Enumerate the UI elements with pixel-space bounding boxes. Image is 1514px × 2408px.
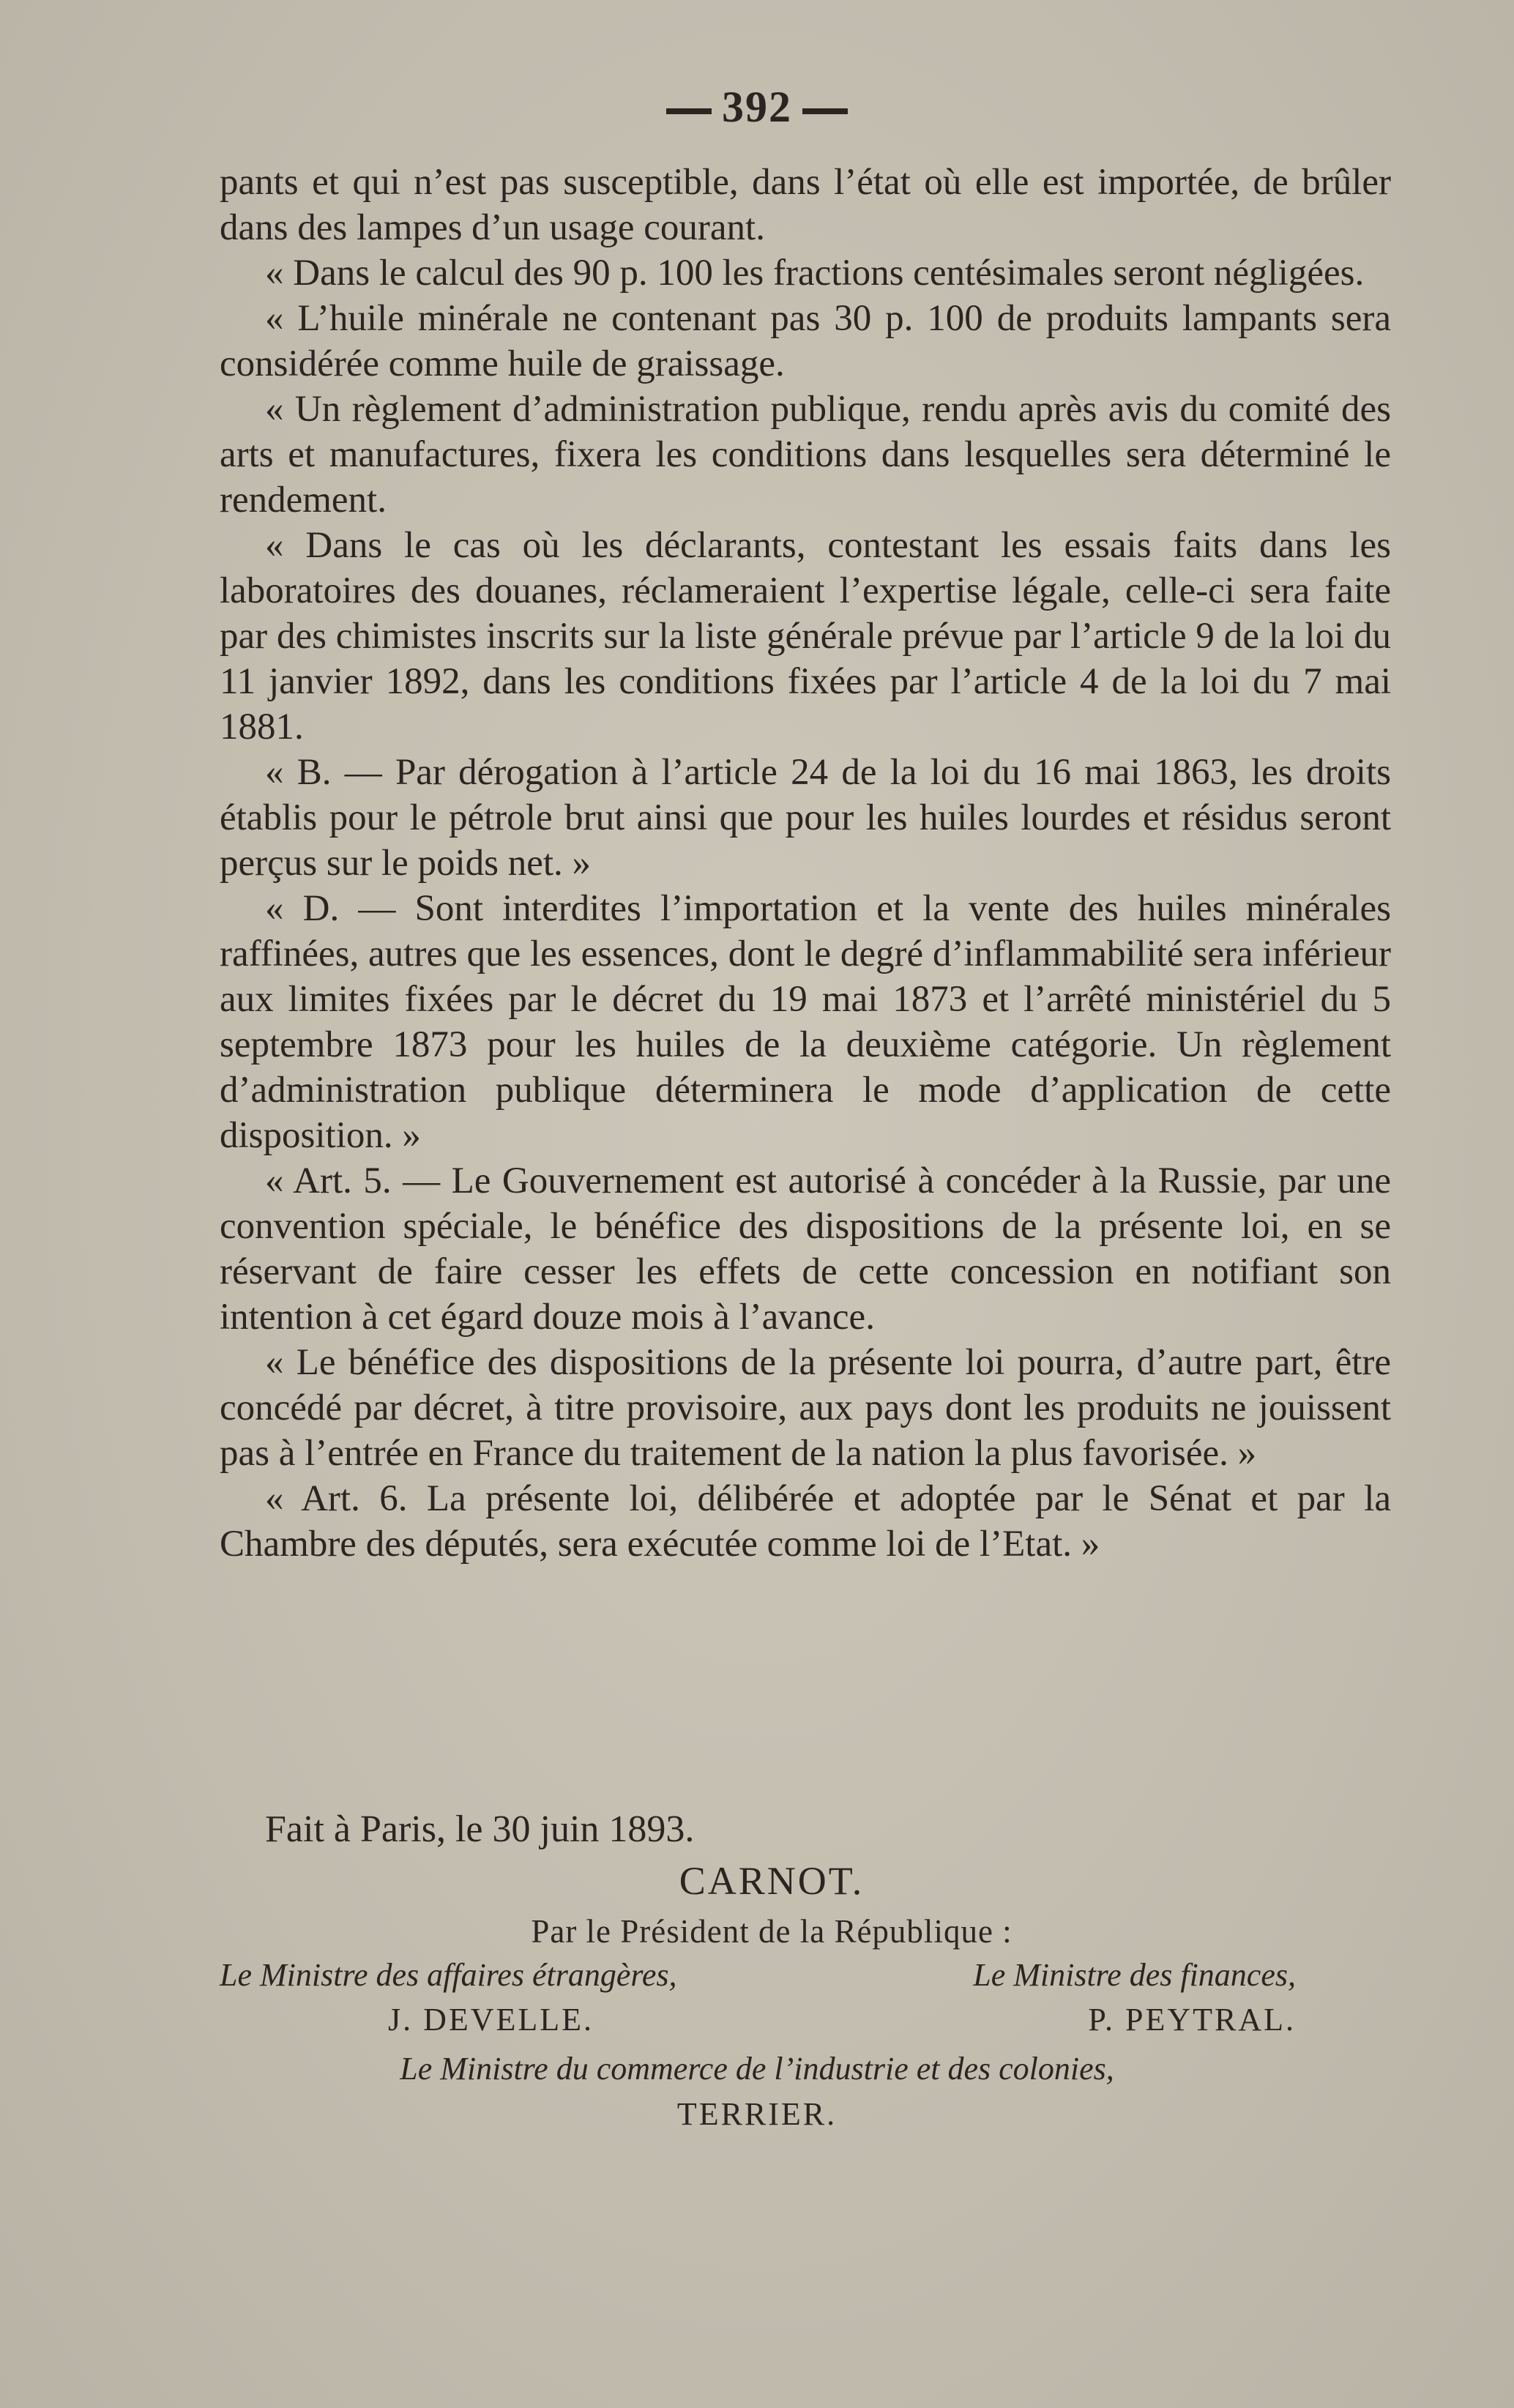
paragraph-benefice: « Le bénéfice des dispositions de la présente loi pourra, d’autre part, être concédé par décret, à titre provisoire, aux pays dont les produits ne jouissent pas à l’entrée en France du traitement de la nation la plus favorisée. » xyxy=(220,1342,1391,1474)
signatory-carnot: CARNOT. xyxy=(679,1859,865,1903)
paragraph-article-b: « B. — Par dérogation à l’article 24 de la loi du 16 mai 1863, les droits établis pour le pétrole brut ainsi que pour les huiles lourdes et résidus seront perçus sur le poids net. » xyxy=(220,752,1391,884)
paragraph-reglement: « Un règlement d’administration publique, rendu après avis du comité des arts et manufactures, fixera les conditions dans lesquelles sera déterminé le rendement. xyxy=(220,389,1391,521)
minister-finance-title: Le Ministre des finances, xyxy=(973,1957,1296,1993)
paragraph-fractions: « Dans le calcul des 90 p. 100 les fractions centésimales seront négligées. xyxy=(265,253,1365,294)
paragraph-continuation: pants et qui n’est pas susceptible, dans l’état où elle est importée, de brûler dans des lampes d’un usage courant. xyxy=(220,162,1391,248)
minister-foreign-name: J. DEVELLE. xyxy=(388,2002,594,2038)
paragraph-article-5: « Art. 5. — Le Gouvernement est autorisé à concéder à la Russie, par une convention spéciale, le bénéfice des dispositions de la présente loi, en se réservant de faire cesser les effets de cette concession en notifiant son intention à cet égard douze mois à l’avance. xyxy=(220,1160,1391,1338)
paragraph-expertise: « Dans le cas où les déclarants, contestant les essais faits dans les laboratoires des douanes, réclameraient l’expertise légale, celle-ci sera faite par des chimistes inscrits sur la liste générale prévue par l’article 9 de la loi du 11 janvier 1892, dans les conditions fixées par l’article 4 de la loi du 7 mai 1881. xyxy=(220,525,1391,748)
body-text xyxy=(220,160,1391,1567)
fait-a-paris: Fait à Paris, le 30 juin 1893. xyxy=(265,1808,695,1850)
minister-commerce-name: TERRIER. xyxy=(676,2096,838,2132)
paragraph-huile-graissage: « L’huile minérale ne contenant pas 30 p. 100 de produits lampants sera considérée comme huile de graissage. xyxy=(220,298,1391,384)
minister-foreign-title: Le Ministre des affaires étrangères, xyxy=(220,1957,677,1993)
paragraph-article-d: « D. — Sont interdites l’importation et la vente des huiles minérales raffinées, autres que les essences, dont le degré d’inflammabilité sera inférieur aux limites fixées par le décret du 19 mai 1873 et l’arrêté ministériel du 5 septembre 1873 pour les huiles de la deuxième catégorie. Un règlement d’administration publique déterminera le mode d’application de cette disposition. » xyxy=(220,888,1391,1156)
minister-commerce-title: Le Ministre du commerce de l’industrie et des colonies, xyxy=(400,2051,1114,2087)
page-number xyxy=(0,82,1514,133)
by-president-line: Par le Président de la République : xyxy=(531,1913,1013,1950)
page-number-value: 392 xyxy=(722,83,792,131)
minister-titles-row xyxy=(220,1956,1296,1994)
minister-names-row xyxy=(388,2001,1296,2038)
paragraph-article-6: « Art. 6. La présente loi, délibérée et adoptée par le Sénat et par la Chambre des députés, sera exécutée comme loi de l’Etat. » xyxy=(220,1478,1391,1565)
minister-finance-name: P. PEYTRAL. xyxy=(1088,2002,1296,2038)
page-number-dash-left xyxy=(666,108,712,114)
page-number-dash-right xyxy=(802,108,848,114)
